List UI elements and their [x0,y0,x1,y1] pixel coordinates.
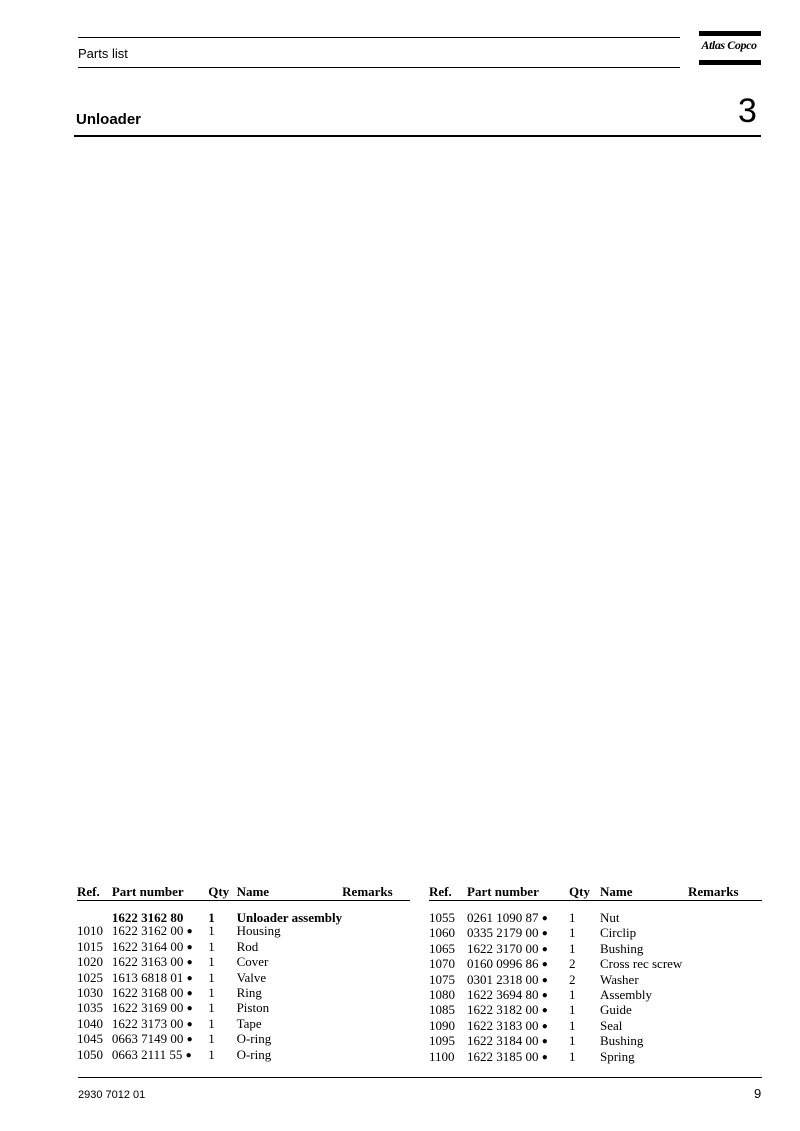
qty-cell: 1 [569,940,576,956]
ref-cell: 1085 [429,1002,455,1018]
remarks-cell [342,971,410,986]
bullet-icon: ● [541,943,548,955]
part-number: 0160 0996 86 [467,956,539,972]
ref-cell: 1025 [77,969,103,985]
name-cell: Nut [600,910,620,925]
table-row [77,911,410,924]
ref-cell: 1035 [77,1000,103,1016]
qty-cell: 1 [569,1048,576,1064]
part-number: 1622 3184 00 [467,1033,539,1049]
col-ref: Ref. [77,884,100,899]
qty-cell: 1 [208,954,215,970]
remarks-cell [342,986,410,1001]
part-number-cell [467,1003,569,1018]
bullet-icon: ● [186,957,193,969]
name-cell: Valve [236,969,267,985]
part-number-cell [112,986,208,1001]
remarks-cell [342,924,410,939]
part-number-cell [112,940,208,955]
part-number-cell [112,971,208,986]
qty-cell: 1 [569,1033,576,1049]
qty-cell: 1 [208,1015,215,1031]
remarks-cell [342,911,410,924]
table-row [429,1050,762,1065]
remarks-cell [688,1050,762,1065]
qty-cell: 1 [569,925,576,941]
remarks-cell [688,911,762,926]
part-number-cell [112,1017,208,1032]
name-cell: Tape [236,1015,262,1031]
part-number: 0663 7149 00 [111,1031,184,1047]
ref-cell: 1010 [77,923,103,939]
name-cell: Assembly [600,987,652,1003]
header-bottom-rule [78,67,680,68]
table-row [429,988,762,1003]
remarks-cell [342,940,410,955]
ref-cell: 1015 [77,938,103,954]
part-number-cell [467,1034,569,1049]
part-number: 1622 3162 00 [111,923,184,939]
table-row [77,1017,410,1032]
col-remarks: Remarks [342,884,393,899]
section-title: Unloader [76,111,142,128]
table-row [429,942,762,957]
qty-cell: 2 [569,971,576,987]
bullet-icon: ● [541,1005,548,1017]
qty-cell: 1 [208,969,215,985]
section-number: 3 [738,92,757,130]
header-title: Parts list [78,46,128,61]
part-number-cell [467,911,569,926]
qty-cell: 1 [569,987,576,1003]
qty-cell: 1 [208,923,215,939]
table-row [429,957,762,972]
footer-rule [78,1077,762,1078]
part-number: 1622 3185 00 [467,1048,539,1064]
qty-cell: 1 [208,938,215,954]
col-qty: Qty [569,884,590,899]
part-number: 1622 3183 00 [467,1017,539,1033]
name-cell: Guide [600,1002,632,1018]
qty-cell: 1 [208,1046,215,1062]
table-row [429,911,762,926]
part-number-cell [112,955,208,970]
part-number-cell [467,957,569,972]
table-row [429,1034,762,1049]
ref-cell: 1080 [429,987,455,1003]
parts-table-right [429,884,762,1065]
bullet-icon: ● [186,941,193,953]
col-name: Name [600,884,633,899]
ref-cell: 1030 [77,985,103,1001]
table-row [429,926,762,941]
remarks-cell [688,988,762,1003]
bullet-icon: ● [186,1018,193,1030]
bullet-icon: ● [541,913,548,924]
name-cell: Piston [236,1000,270,1016]
col-part-number: Part number [467,884,539,899]
part-number-cell [467,926,569,941]
ref-cell: 1020 [77,954,103,970]
qty-cell: 1 [208,1031,215,1047]
section-rule [74,135,761,137]
name-cell: Bushing [600,940,644,956]
bullet-icon: ● [186,972,193,984]
bullet-icon: ● [185,1049,192,1061]
bullet-icon: ● [541,928,548,940]
parts-table-left [77,884,410,1063]
page-number: 9 [754,1086,762,1101]
part-number: 1622 3163 00 [111,954,184,970]
qty-cell: 1 [208,910,215,925]
name-cell: Unloader assembly [236,910,343,925]
remarks-cell [342,1017,410,1032]
qty-cell: 1 [208,985,215,1001]
part-number: 0335 2179 00 [467,925,539,941]
bullet-icon: ● [541,1051,548,1063]
logo-top-bar [699,31,761,36]
name-cell: Ring [236,985,262,1001]
name-cell: O-ring [236,1031,272,1047]
ref-cell: 1100 [429,1048,455,1064]
table-row [77,1001,410,1016]
part-number: 1622 3182 00 [467,1002,539,1018]
bullet-icon: ● [541,974,548,986]
remarks-cell [342,1001,410,1016]
document-number: 2930 7012 01 [78,1089,146,1101]
qty-cell: 1 [569,1002,576,1018]
name-cell: Seal [600,1017,623,1033]
table-row [77,1032,410,1047]
part-number-cell [112,911,208,924]
qty-cell: 1 [569,910,576,925]
part-number: 1622 3170 00 [467,940,539,956]
ref-cell: 1090 [429,1017,455,1033]
part-number: 1622 3694 80 [467,987,539,1003]
header-top-rule [78,37,680,38]
part-number-cell [112,1001,208,1016]
name-cell: Rod [236,938,259,954]
table-row [77,971,410,986]
part-number: 0261 1090 87 [467,910,539,925]
remarks-cell [688,1034,762,1049]
remarks-cell [688,973,762,988]
name-cell: Bushing [600,1033,644,1049]
table-header-row [429,884,762,901]
remarks-cell [688,1019,762,1034]
name-cell: Washer [600,971,639,987]
part-number-cell [112,1032,208,1047]
logo-bottom-bar [699,60,761,65]
part-number-cell [112,1048,208,1063]
bullet-icon: ● [186,926,193,938]
col-part-number: Part number [111,884,184,899]
name-cell: Cover [236,954,269,970]
bullet-icon: ● [186,988,193,1000]
ref-cell: 1040 [77,1015,103,1031]
table-row [77,940,410,955]
col-remarks: Remarks [688,884,739,899]
ref-cell: 1055 [429,910,455,925]
remarks-cell [342,1048,410,1063]
ref-cell: 1095 [429,1033,455,1049]
bullet-icon: ● [541,959,548,971]
part-number: 1622 3168 00 [111,985,184,1001]
table-row [429,1003,762,1018]
part-number: 0663 2111 55 [111,1046,183,1062]
remarks-cell [688,942,762,957]
remarks-cell [688,926,762,941]
table-row [77,986,410,1001]
part-number: 1622 3164 00 [111,938,184,954]
part-number: 1613 6818 01 [111,969,184,985]
ref-cell: 1070 [429,956,455,972]
name-cell: Housing [236,923,281,939]
table-row [77,1048,410,1063]
part-number: 1622 3162 80 [111,910,184,925]
remarks-cell [688,957,762,972]
table-row [429,1019,762,1034]
name-cell: Circlip [600,925,637,941]
ref-cell: 1065 [429,940,455,956]
bullet-icon: ● [541,1036,548,1048]
part-number-cell [112,924,208,939]
col-name: Name [236,884,270,899]
bullet-icon: ● [541,1020,548,1032]
qty-cell: 1 [208,1000,215,1016]
col-qty: Qty [208,884,230,899]
name-cell: Cross rec screw [600,956,683,972]
bullet-icon: ● [186,1034,193,1046]
remarks-cell [688,1003,762,1018]
table-row [77,924,410,939]
part-number-cell [467,973,569,988]
bullet-icon: ● [541,990,548,1002]
qty-cell: 2 [569,956,576,972]
part-number: 1622 3173 00 [111,1015,184,1031]
ref-cell: 1075 [429,971,455,987]
remarks-cell [342,1032,410,1047]
ref-cell: 1050 [77,1046,103,1062]
col-ref: Ref. [429,884,452,899]
remarks-cell [342,955,410,970]
part-number: 1622 3169 00 [111,1000,184,1016]
qty-cell: 1 [569,1017,576,1033]
part-number-cell [467,1050,569,1065]
part-number: 0301 2318 00 [467,971,539,987]
ref-cell [77,911,112,924]
part-number-cell [467,988,569,1003]
name-cell: O-ring [236,1046,272,1062]
part-number-cell [467,1019,569,1034]
ref-cell: 1045 [77,1031,103,1047]
table-header-row [77,884,410,901]
table-row [429,973,762,988]
bullet-icon: ● [186,1003,193,1015]
table-row [77,955,410,970]
name-cell: Spring [600,1048,635,1064]
ref-cell: 1060 [429,925,455,941]
logo-wordmark: Atlas Copco [701,38,757,52]
part-number-cell [467,942,569,957]
